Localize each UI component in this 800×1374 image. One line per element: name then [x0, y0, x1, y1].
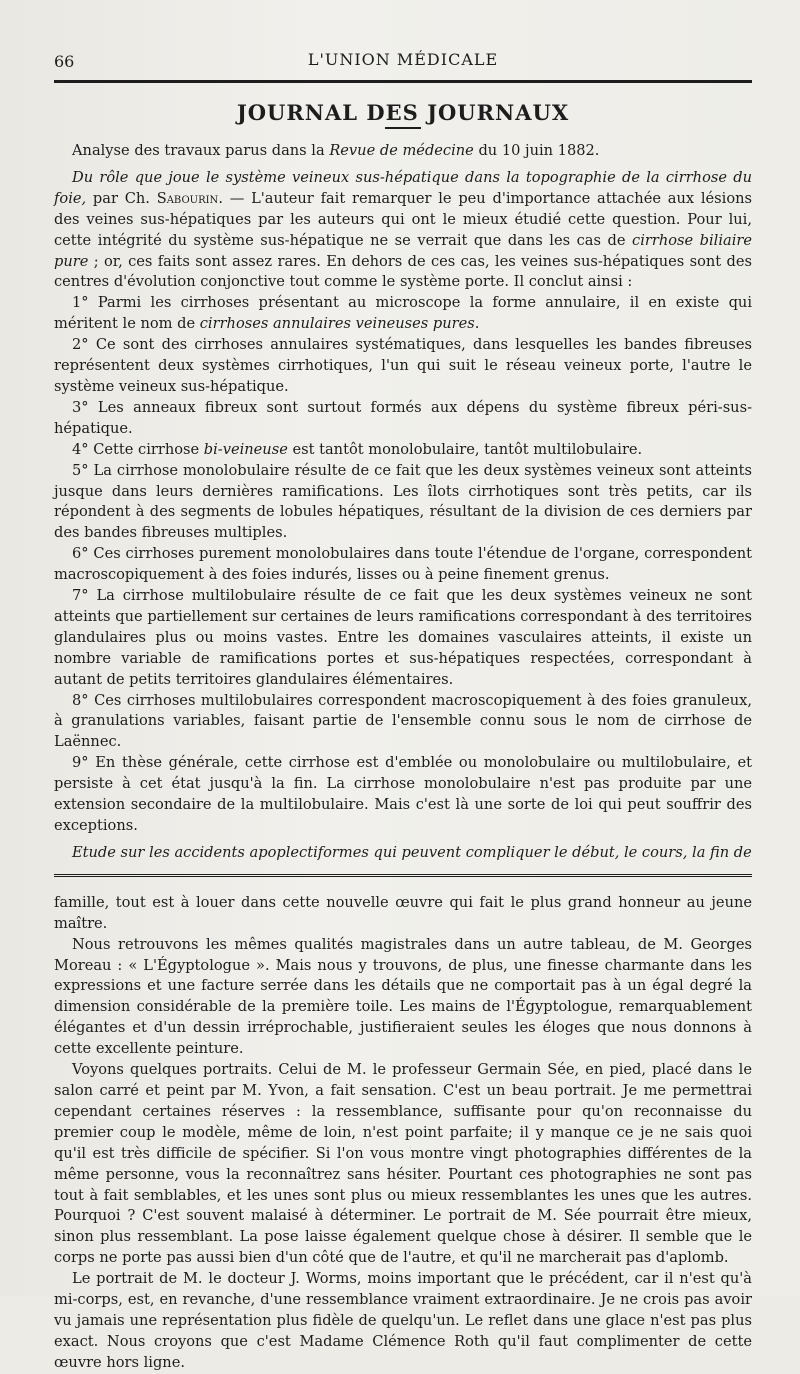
conclusion-4-end: est tantôt monolobulaire, tantôt multilobulaire. — [287, 440, 643, 458]
article-body — [54, 141, 752, 864]
conclusion-1 — [54, 293, 752, 335]
conclusion-6: 6° Ces cirrhoses purement monolobulaires dans toute l'étendue de l'organe, correspondent macroscopiquement à des foies indurés, lisses ou à peine finement grenus. — [54, 545, 752, 584]
feuilleton-body — [54, 893, 752, 1374]
feuilleton-para-3: Le portrait de M. le docteur J. Worms, moins important que le précédent, car il n'est qu'à mi-corps, est, en revanche, d'une ressemblance vraiment extraordinaire. Je ne crois pas avoir vu jamais une représentation plus fidèle de quelqu'un. Le reflet dans une glace n'est pas plus exact. Nous croyons que c'est Madame Clémence Roth qu'il faut complimenter de cette œuvre hors ligne. — [54, 1270, 752, 1371]
next-article-title: Etude sur les accidents apoplectiformes qui peuvent compliquer le début, le cours, la fin de — [72, 843, 752, 861]
intro-prefix: Analyse des travaux parus dans la — [72, 142, 330, 159]
article-lead-text-1: . — L'auteur fait remarquer le peu d'importance attachée aux lésions des veines sus-hépatiques par les auteurs qui ont le mieux étudié cette question. Pour lui, cette intégrité du système sus-hépatique ne se verrait que dans les cas de — [54, 189, 752, 249]
header-rule — [54, 80, 752, 83]
article-lead-text-2: ; or, ces faits sont assez rares. En dehors de ces cas, les veines sus-hépatiques sont des centres d'évolution conjonctive tout comme le système porte. Il conclut ainsi : — [54, 252, 752, 291]
feuilleton-para-0: famille, tout est à louer dans cette nouvelle œuvre qui fait le plus grand honneur au jeune maître. — [54, 893, 752, 932]
feuilleton-para-2: Voyons quelques portraits. Celui de M. le professeur Germain Sée, en pied, placé dans le salon carré et peint par M. Yvon, a fait sensation. C'est un beau portrait. Je me permettrai cependant certaines réserves : la ressemblance, suffisante pour qu'on reconnaisse du premier coup le modèle, même de loin, n'est point parfaite; il y manque ce je ne sais quoi qu'il est très difficile de spécifier. Si l'on vous montre vingt photographies différentes de la même personne, vous la reconnaîtrez sans hésiter. Pourtant ces photographies ne sont pas tout à fait semblables, et les unes sont plus ou mieux ressemblantes les unes que les autres. Pourquoi ? C'est souvent malaisé à déterminer. Le portrait de M. Sée pourrait être mieux, sinon plus ressemblant. La pose laisse également quelque chose à désirer. Il semble que le corps ne porte pas aussi bien d'un côté que de l'autre, et qu'il ne marcherait pas d'aplomb. — [54, 1061, 752, 1267]
conclusion-7: 7° La cirrhose multilobulaire résulte de ce fait que les deux systèmes veineux ne sont atteints que partiellement sur certaines de leurs ramifications correspondant à des territoires glandulaires plus ou moins vastes. Entre les domaines vasculaires atteints, il existe un nombre variable de ramifications portes et sus-hépatiques respectées, correspondant à autant de petits territoires glandulaires élémentaires. — [54, 587, 752, 688]
intro-suffix: du 10 juin 1882. — [473, 142, 600, 159]
conclusion-1-term: cirrhoses annulaires veineuses pures — [199, 315, 475, 333]
conclusion-4-text: 4° Cette cirrhose — [72, 440, 204, 458]
article-author: Sabourin — [156, 189, 219, 207]
feuilleton-para-1: Nous retrouvons les mêmes qualités magistrales dans un autre tableau, de M. Georges Moreau : « L'Égyptologue ». Mais nous y trouvons, de plus, une finesse charmante dans les expressions et une facture serrée dans les détails que ne comportait pas à un égal degré la dimension considérable de la première toile. Les mains de l'Égyptologue, remarquablement élégantes et d'un dessin irréprochable, justifieraient seules les éloges que nous donnons à cette excellente peinture. — [54, 935, 752, 1058]
page-number: 66 — [54, 52, 75, 71]
conclusion-1-text: 1° Parmi les cirrhoses présentant au microscope la forme annulaire, il en existe qui méritent le nom de — [54, 294, 752, 333]
conclusion-8: 8° Ces cirrhoses multilobulaires correspondent macroscopiquement à des foies granuleux, à granulations variables, faisant partie de l'ensemble connu sous le nom de cirrhose de Laënnec. — [54, 691, 752, 751]
article-title: Du rôle que joue le système veineux sus-hépatique dans la topographie de la cirrhose du foie, — [54, 168, 752, 207]
revue-title: Revue de médecine — [329, 142, 474, 159]
heading-underline — [385, 127, 421, 129]
feuilleton-separator — [54, 874, 752, 879]
running-head — [54, 0, 752, 80]
article-lead-term: cirrhose biliaire pure — [54, 231, 752, 270]
conclusion-2: 2° Ce sont des cirrhoses annulaires systématiques, dans lesquelles les bandes fibreuses représentent deux systèmes cirrhotiques, l'un qui suit le réseau veineux porte, l'autre le système veineux sus-hépatique. — [54, 336, 752, 395]
conclusion-4-term: bi-veineuse — [203, 440, 288, 458]
conclusion-9: 9° En thèse générale, cette cirrhose est d'emblée ou monolobulaire ou multilobulaire, et persiste à cet état jusqu'à la fin. La cirrhose monolobulaire n'est pas produite par une extension secondaire de la multilobulaire. Mais c'est là une sorte de loi qui peut souffrir des exceptions. — [54, 754, 752, 834]
journal-title: L'UNION MÉDICALE — [307, 50, 499, 69]
conclusion-1-end: . — [474, 315, 480, 333]
conclusion-5: 5° La cirrhose monolobulaire résulte de ce fait que les deux systèmes veineux sont atteints jusque dans leurs dernières ramifications. Les îlots cirrhotiques sont très petits, car ils répondent à des segments de lobules hépatiques, résultant de la division de ces derniers par des bandes fibreuses multiples. — [54, 461, 752, 542]
article-by: par Ch. — [86, 189, 157, 207]
section-heading: JOURNAL DES JOURNAUX — [236, 100, 570, 125]
conclusion-3: 3° Les anneaux fibreux sont surtout formés aux dépens du système fibreux péri-sus-hépatique. — [54, 398, 752, 437]
conclusion-4 — [54, 440, 752, 461]
article-lead — [54, 168, 752, 293]
intro-line — [54, 141, 752, 162]
